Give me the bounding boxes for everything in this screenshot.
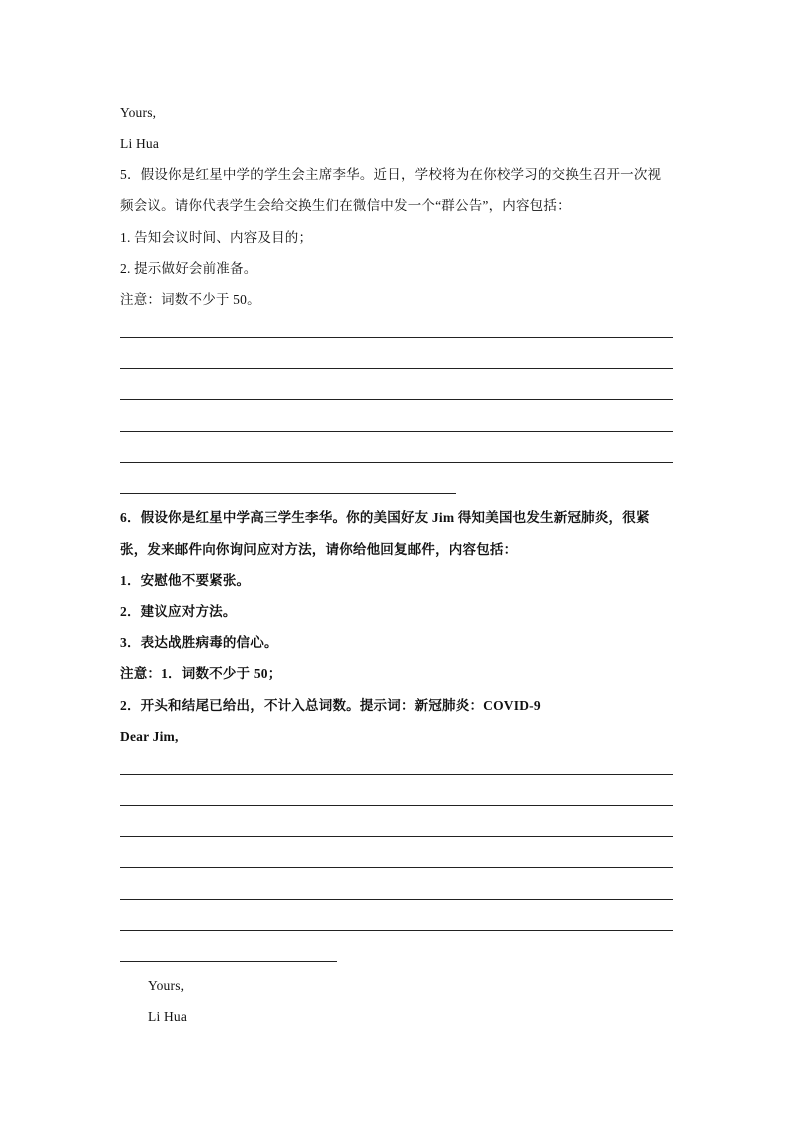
q5-prompt-line-1: 5．假设你是红星中学的学生会主席李华。近日，学校将为在你校学习的交换生召开一次视 (120, 167, 662, 182)
answer-line (120, 431, 673, 432)
answer-line (120, 836, 673, 837)
answer-line (120, 930, 673, 931)
answer-line (120, 462, 673, 463)
q5-item-2: 2. 提示做好会前准备。 (120, 261, 258, 276)
answer-line (120, 867, 673, 868)
q5-item-1: 1. 告知会议时间、内容及目的； (120, 230, 313, 245)
q6-note-2: 2．开头和结尾已给出，不计入总词数。提示词：新冠肺炎：COVID-9 (120, 698, 541, 713)
answer-line (120, 805, 673, 806)
q6-salutation: Dear Jim, (120, 729, 179, 744)
q6-item-3: 3．表达战胜病毒的信心。 (120, 635, 278, 650)
answer-line (120, 399, 673, 400)
q6-note-1: 注意：1．词数不少于 50； (120, 666, 282, 681)
q6-prompt-line-1: 6．假设你是红星中学高三学生李华。你的美国好友 Jim 得知美国也发生新冠肺炎，很紧 (120, 510, 650, 525)
answer-line (120, 774, 673, 775)
answer-line (120, 899, 673, 900)
q6-prompt-line-2: 张，发来邮件向你询问应对方法，请你给他回复邮件，内容包括： (120, 542, 518, 557)
q6-signature-name: Li Hua (148, 1009, 188, 1024)
previous-signature-name: Li Hua (120, 136, 160, 151)
previous-sign-off: Yours, (120, 105, 157, 120)
q5-prompt-line-2: 频会议。请你代表学生会给交换生们在微信中发一个“群公告”，内容包括： (120, 198, 571, 213)
q6-item-1: 1．安慰他不要紧张。 (120, 573, 251, 588)
answer-line (120, 337, 673, 338)
answer-line (120, 368, 673, 369)
answer-line-short (120, 961, 337, 962)
answer-line-short (120, 493, 456, 494)
q6-sign-off: Yours, (148, 978, 185, 993)
q5-note: 注意：词数不少于 50。 (120, 292, 261, 307)
q6-item-2: 2．建议应对方法。 (120, 604, 237, 619)
